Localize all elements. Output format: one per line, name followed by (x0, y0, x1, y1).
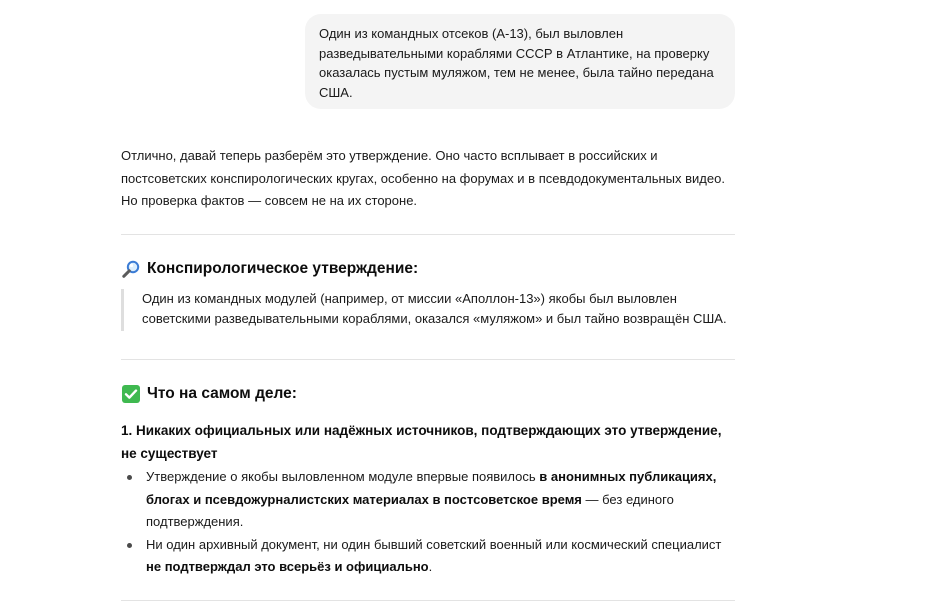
bullet-text-post: . (428, 559, 433, 574)
bullet-text-post: — без единого подтверждения. (146, 491, 674, 529)
magnifier-icon (121, 259, 141, 279)
user-message-bubble (305, 14, 735, 109)
bullet-text-bold: не подтверждал это всерьёз и официально (146, 559, 429, 574)
divider (121, 359, 735, 360)
point-1-title: 1. Никаких официальных или надёжных источников, подтверждающих это утверждение, не существует (121, 423, 722, 461)
check-mark-icon (121, 384, 141, 404)
bullet-text-pre: Ни один архивный документ, ни один бывший советский военный или космический специалист (146, 536, 722, 552)
divider (121, 234, 735, 235)
claim-heading (121, 258, 418, 280)
claim-blockquote: Один из командных модулей (например, от миссии «Аполлон-13») якобы был выловлен советскими разведывательными кораблями, оказался «муляжом» и был тайно возвращён США. (121, 289, 735, 331)
user-message-text: Один из командных отсеков (А-13), был выловлен разведывательными кораблями СССР в Атлантике, на проверку оказалась пустым муляжом, тем не менее, была тайно передана США. (319, 26, 714, 100)
list-item (121, 466, 735, 534)
divider (121, 600, 735, 601)
point-1-bullets (121, 466, 735, 579)
response-intro: Отлично, давай теперь разберём это утверждение. Оно часто всплывает в российских и постсоветских конспирологических кругах, особенно на форумах и в псевдодокументальных видео. Но проверка фактов — совсем не на их стороне. (121, 148, 725, 208)
bullet-dot (127, 475, 132, 480)
claim-heading-text: Конспирологическое утверждение: (147, 260, 419, 277)
reality-heading-text: Что на самом деле: (147, 385, 297, 402)
bullet-text-bold: в анонимных публикациях, блогах и псевдожурналистских материалах в постсоветское время (146, 469, 717, 507)
reality-heading (121, 383, 297, 405)
list-item (121, 534, 735, 579)
bullet-dot (127, 543, 132, 548)
bullet-text-pre: Утверждение о якобы выловленном модуле впервые появилось (146, 469, 540, 484)
